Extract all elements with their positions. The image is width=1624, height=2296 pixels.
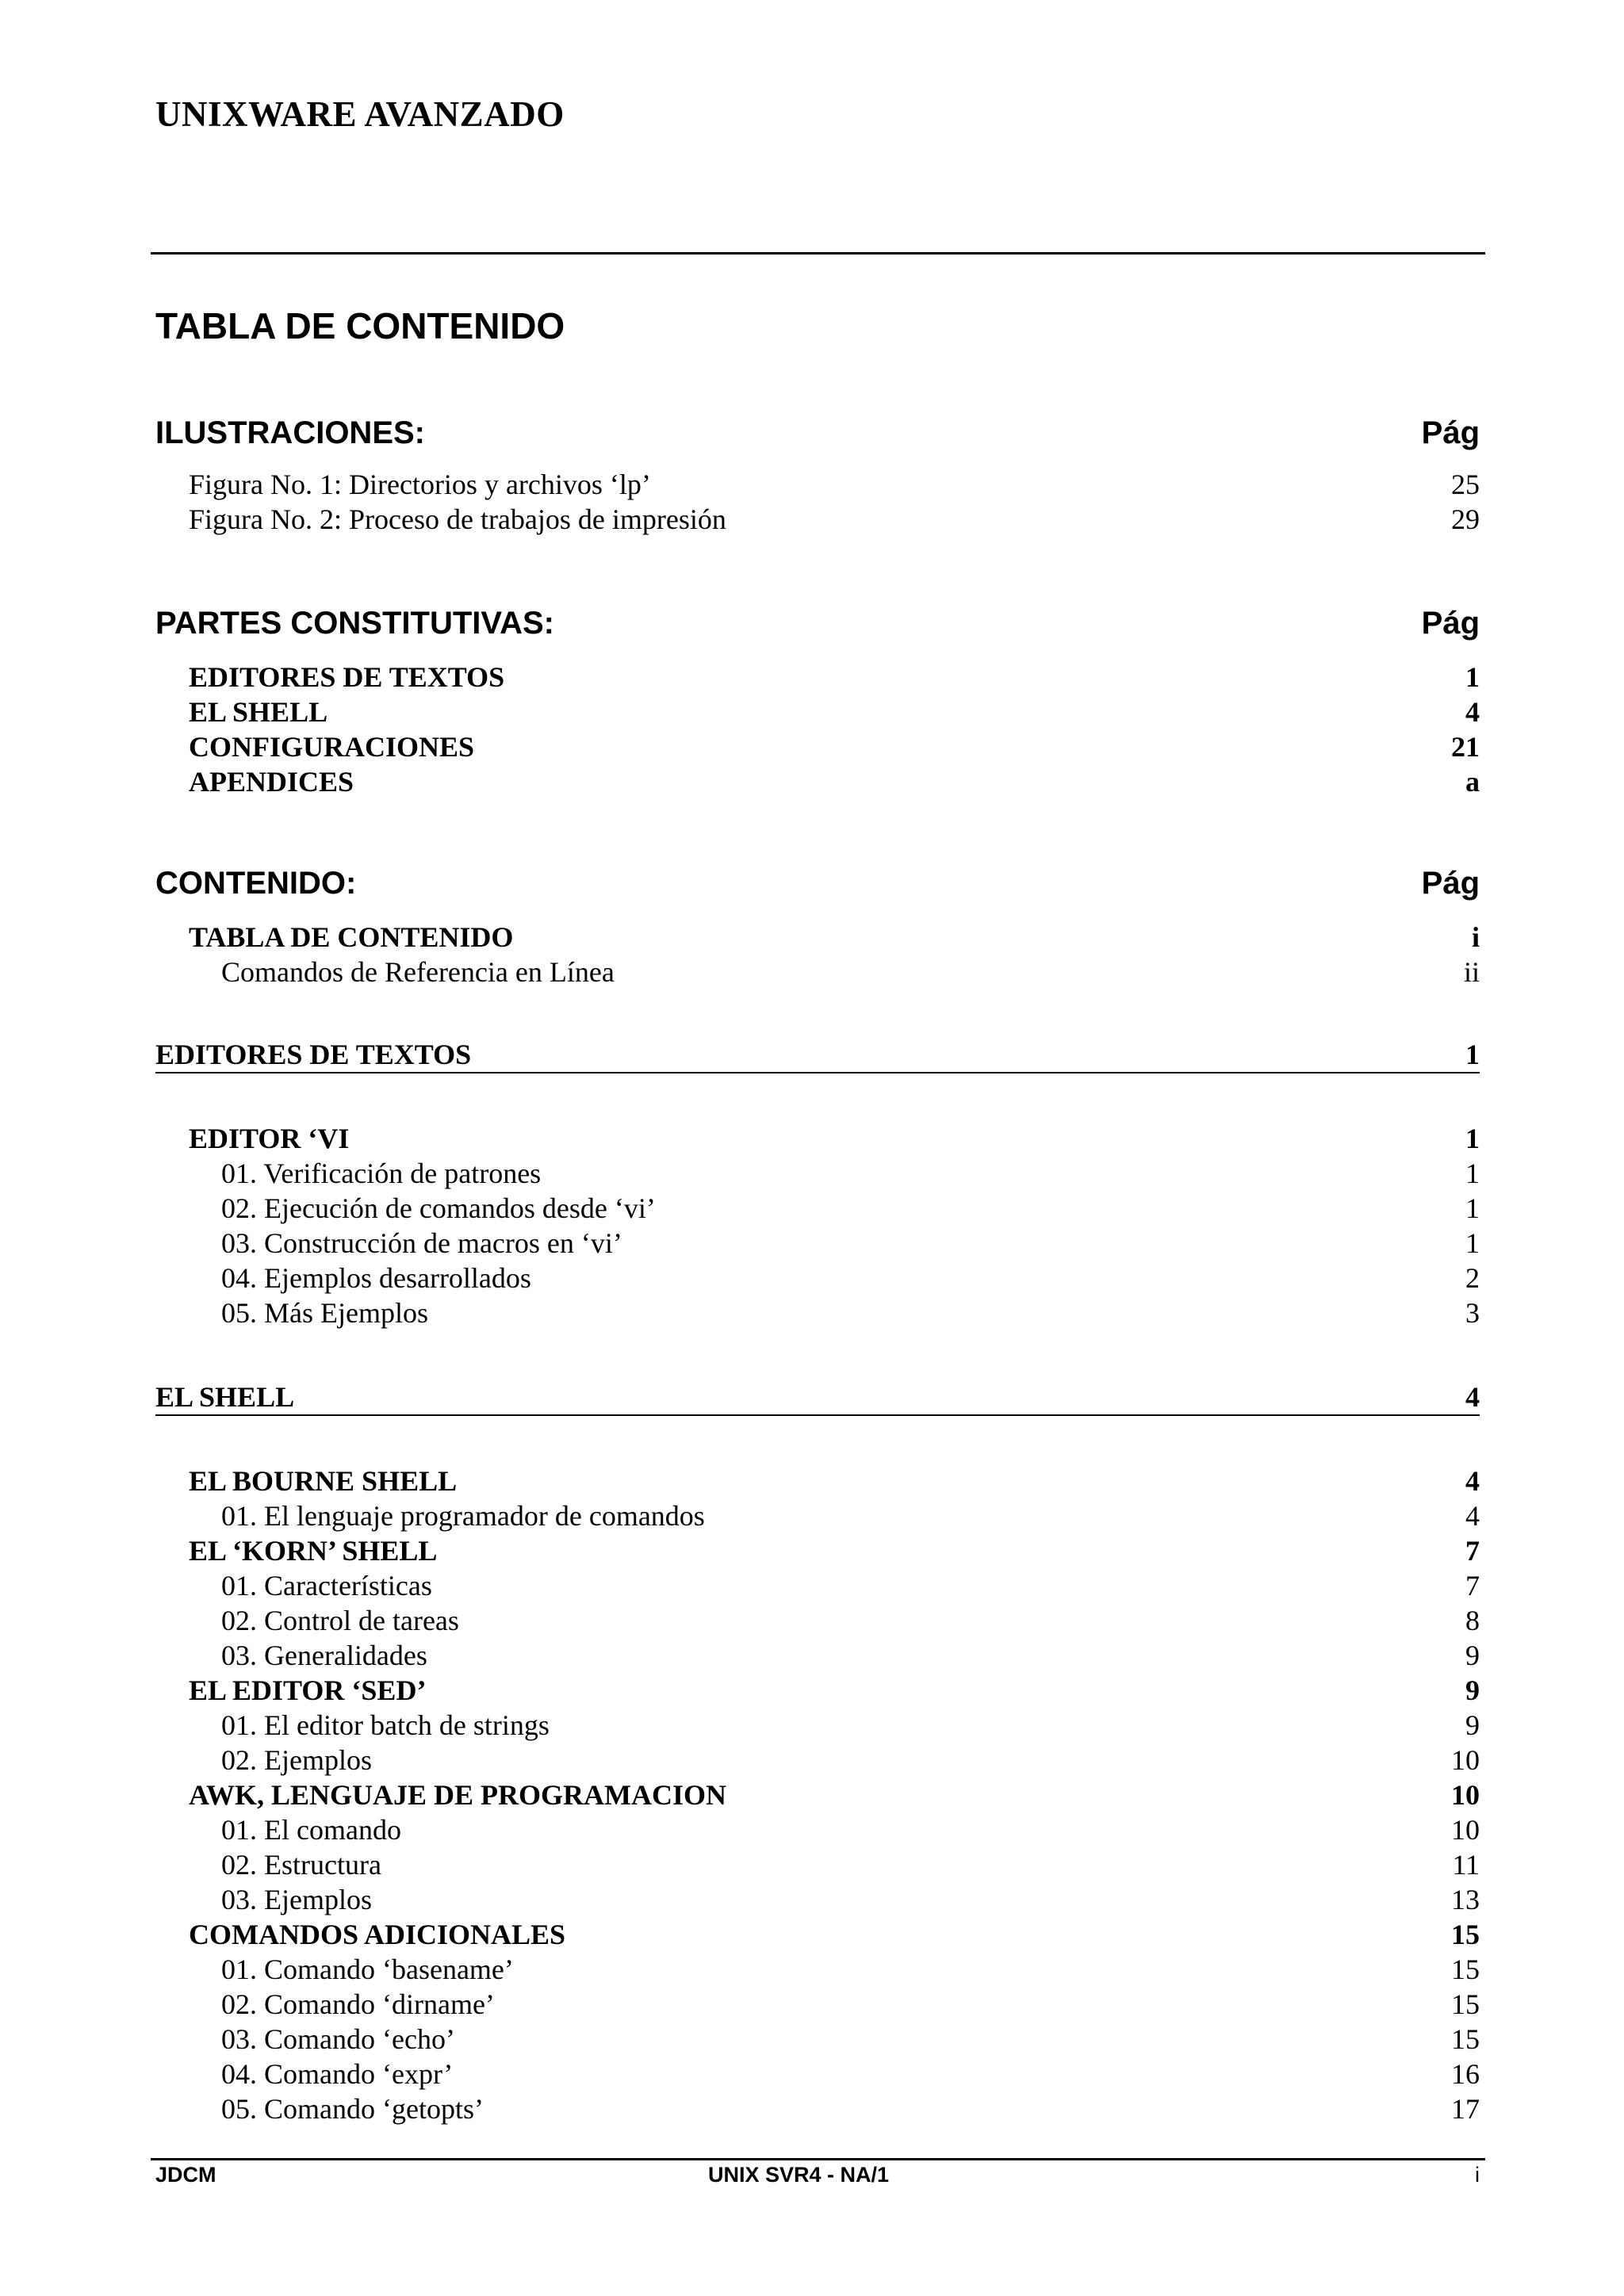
header-divider	[151, 252, 1485, 254]
toc-entry[interactable]	[189, 502, 1480, 537]
toc-entry-label: 04. Ejemplos desarrollados	[221, 1262, 531, 1294]
toc-entry-page: 15	[1451, 1919, 1480, 1950]
toc-entry[interactable]	[189, 764, 1480, 799]
toc-entry-label: TABLA DE CONTENIDO	[189, 921, 514, 953]
ilustraciones-heading-label: ILUSTRACIONES:	[155, 415, 425, 450]
partes-heading	[155, 606, 1480, 641]
toc-entry-page: 1	[1465, 661, 1480, 693]
toc-entry[interactable]	[189, 467, 1480, 502]
toc-entry-label: EDITOR ‘VI	[189, 1123, 350, 1154]
toc-entry[interactable]	[221, 1603, 1480, 1638]
toc-entry-page: ii	[1463, 956, 1480, 988]
toc-entry[interactable]	[221, 1987, 1480, 2022]
footer-divider	[151, 2158, 1485, 2160]
toc-entry-page: 25	[1451, 469, 1480, 500]
toc-entry[interactable]	[189, 920, 1480, 955]
toc-entry-page: 1	[1465, 1158, 1480, 1189]
toc-entry[interactable]	[189, 1777, 1480, 1812]
toc-entry[interactable]	[189, 1533, 1480, 1568]
toc-entry-page: 16	[1451, 2058, 1480, 2090]
toc-entry[interactable]	[189, 1917, 1480, 1952]
toc-entry-label: 01. Características	[221, 1570, 432, 1601]
partes-heading-label: PARTES CONSTITUTIVAS:	[155, 606, 554, 641]
toc-entry-label: 02. Comando ‘dirname’	[221, 1988, 495, 2020]
toc-entry[interactable]	[189, 1121, 1480, 1156]
toc-entry-label: EL ‘KORN’ SHELL	[189, 1535, 438, 1567]
toc-entry-label: EDITORES DE TEXTOS	[189, 661, 505, 693]
toc-entry-label: Comandos de Referencia en Línea	[221, 956, 615, 988]
toc-entry-label: EL EDITOR ‘SED’	[189, 1674, 427, 1706]
toc-entry-page: 4	[1465, 1465, 1480, 1497]
toc-entry-page: 21	[1451, 731, 1480, 763]
toc-entry[interactable]	[221, 1156, 1480, 1191]
toc-entry-label: EL SHELL	[189, 696, 328, 728]
toc-entry-page: 15	[1451, 2023, 1480, 2055]
toc-entry-page: 17	[1451, 2093, 1480, 2125]
toc-entry-label: CONFIGURACIONES	[189, 731, 475, 763]
toc-entry-page: 10	[1451, 1779, 1480, 1811]
toc-entry-label: 01. Comando ‘basename’	[221, 1954, 514, 1985]
chapter-label: EL SHELL	[155, 1381, 295, 1413]
toc-entry-label: 03. Comando ‘echo’	[221, 2023, 455, 2055]
toc-entry-page: 7	[1465, 1535, 1480, 1567]
chapter-editores-de-textos[interactable]	[155, 1037, 1480, 1073]
chapter-label: EDITORES DE TEXTOS	[155, 1039, 472, 1070]
toc-entry[interactable]	[189, 695, 1480, 729]
toc-entry-page: 9	[1465, 1640, 1480, 1671]
toc-entry[interactable]	[189, 660, 1480, 695]
toc-entry[interactable]	[221, 1191, 1480, 1226]
toc-entry[interactable]	[221, 1498, 1480, 1533]
toc-entry-page: 1	[1465, 1123, 1480, 1154]
toc-entry-label: 03. Construcción de macros en ‘vi’	[221, 1227, 622, 1259]
footer-document-code: UNIX SVR4 - NA/1	[708, 2163, 890, 2187]
toc-entry-label: Figura No. 1: Directorios y archivos ‘lp’	[189, 469, 651, 500]
toc-entry-label: 01. El lenguaje programador de comandos	[221, 1500, 705, 1532]
toc-entry-page: 4	[1465, 696, 1480, 728]
toc-entry-page: i	[1471, 921, 1480, 953]
toc-entry[interactable]	[221, 1261, 1480, 1295]
partes-page-label: Pág	[1421, 606, 1480, 641]
toc-entry-label: 01. Verificación de patrones	[221, 1158, 542, 1189]
toc-entry-page: 10	[1451, 1814, 1480, 1846]
document-title: UNIXWARE AVANZADO	[155, 94, 565, 134]
chapter-page: 4	[1465, 1381, 1480, 1413]
toc-entry-page: 4	[1465, 1500, 1480, 1532]
toc-entry-label: Figura No. 2: Proceso de trabajos de impresión	[189, 503, 726, 535]
toc-entry-page: 8	[1465, 1605, 1480, 1636]
toc-entry-label: 02. Ejemplos	[221, 1744, 372, 1776]
footer-page-number: i	[1475, 2163, 1480, 2187]
toc-entry-page: 9	[1465, 1674, 1480, 1706]
toc-entry-label: COMANDOS ADICIONALES	[189, 1919, 566, 1950]
toc-entry-label: 05. Más Ejemplos	[221, 1297, 428, 1329]
contenido-page-label: Pág	[1421, 866, 1480, 901]
toc-entry-label: AWK, LENGUAJE DE PROGRAMACION	[189, 1779, 727, 1811]
toc-entry[interactable]	[221, 2091, 1480, 2126]
toc-entry[interactable]	[221, 955, 1480, 989]
toc-entry-label: 02. Estructura	[221, 1849, 381, 1881]
toc-entry-label: 03. Ejemplos	[221, 1884, 372, 1915]
toc-entry-page: 11	[1452, 1849, 1480, 1881]
footer-author: JDCM	[155, 2163, 216, 2187]
toc-entry[interactable]	[221, 1226, 1480, 1261]
ilustraciones-heading	[155, 415, 1480, 451]
toc-entry[interactable]	[221, 2022, 1480, 2057]
toc-entry[interactable]	[221, 1847, 1480, 1882]
toc-entry[interactable]	[221, 1743, 1480, 1777]
toc-title: TABLA DE CONTENIDO	[155, 305, 565, 346]
chapter-page: 1	[1465, 1039, 1480, 1070]
toc-entry[interactable]	[221, 1812, 1480, 1847]
toc-entry-page: 1	[1465, 1192, 1480, 1224]
toc-entry[interactable]	[189, 1673, 1480, 1708]
toc-entry-label: 01. El comando	[221, 1814, 401, 1846]
toc-entry-page: 1	[1465, 1227, 1480, 1259]
chapter-el-shell[interactable]	[155, 1380, 1480, 1416]
toc-entry-page: a	[1465, 766, 1480, 798]
toc-entry-label: APENDICES	[189, 766, 354, 798]
toc-entry-label: 04. Comando ‘expr’	[221, 2058, 454, 2090]
ilustraciones-page-label: Pág	[1421, 415, 1480, 450]
toc-entry-page: 7	[1465, 1570, 1480, 1601]
toc-entry[interactable]	[189, 1464, 1480, 1498]
toc-entry[interactable]	[221, 1708, 1480, 1743]
toc-entry-label: 02. Control de tareas	[221, 1605, 459, 1636]
toc-entry-page: 3	[1465, 1297, 1480, 1329]
toc-entry[interactable]	[221, 1295, 1480, 1330]
toc-entry-label: 05. Comando ‘getopts’	[221, 2093, 484, 2125]
toc-entry[interactable]	[189, 729, 1480, 764]
toc-entry-page: 9	[1465, 1709, 1480, 1741]
toc-entry-label: 01. El editor batch de strings	[221, 1709, 550, 1741]
toc-entry-page: 13	[1451, 1884, 1480, 1915]
contenido-heading-label: CONTENIDO:	[155, 866, 357, 901]
toc-entry[interactable]	[221, 1952, 1480, 1987]
toc-entry-page: 10	[1451, 1744, 1480, 1776]
toc-entry[interactable]	[221, 2057, 1480, 2091]
toc-entry[interactable]	[221, 1882, 1480, 1917]
toc-entry[interactable]	[221, 1568, 1480, 1603]
toc-entry-label: EL BOURNE SHELL	[189, 1465, 458, 1497]
toc-entry[interactable]	[221, 1638, 1480, 1673]
toc-entry-page: 29	[1451, 503, 1480, 535]
toc-entry-page: 15	[1451, 1988, 1480, 2020]
toc-entry-label: 03. Generalidades	[221, 1640, 427, 1671]
contenido-heading	[155, 866, 1480, 901]
toc-entry-label: 02. Ejecución de comandos desde ‘vi’	[221, 1192, 656, 1224]
toc-entry-page: 15	[1451, 1954, 1480, 1985]
toc-entry-page: 2	[1465, 1262, 1480, 1294]
